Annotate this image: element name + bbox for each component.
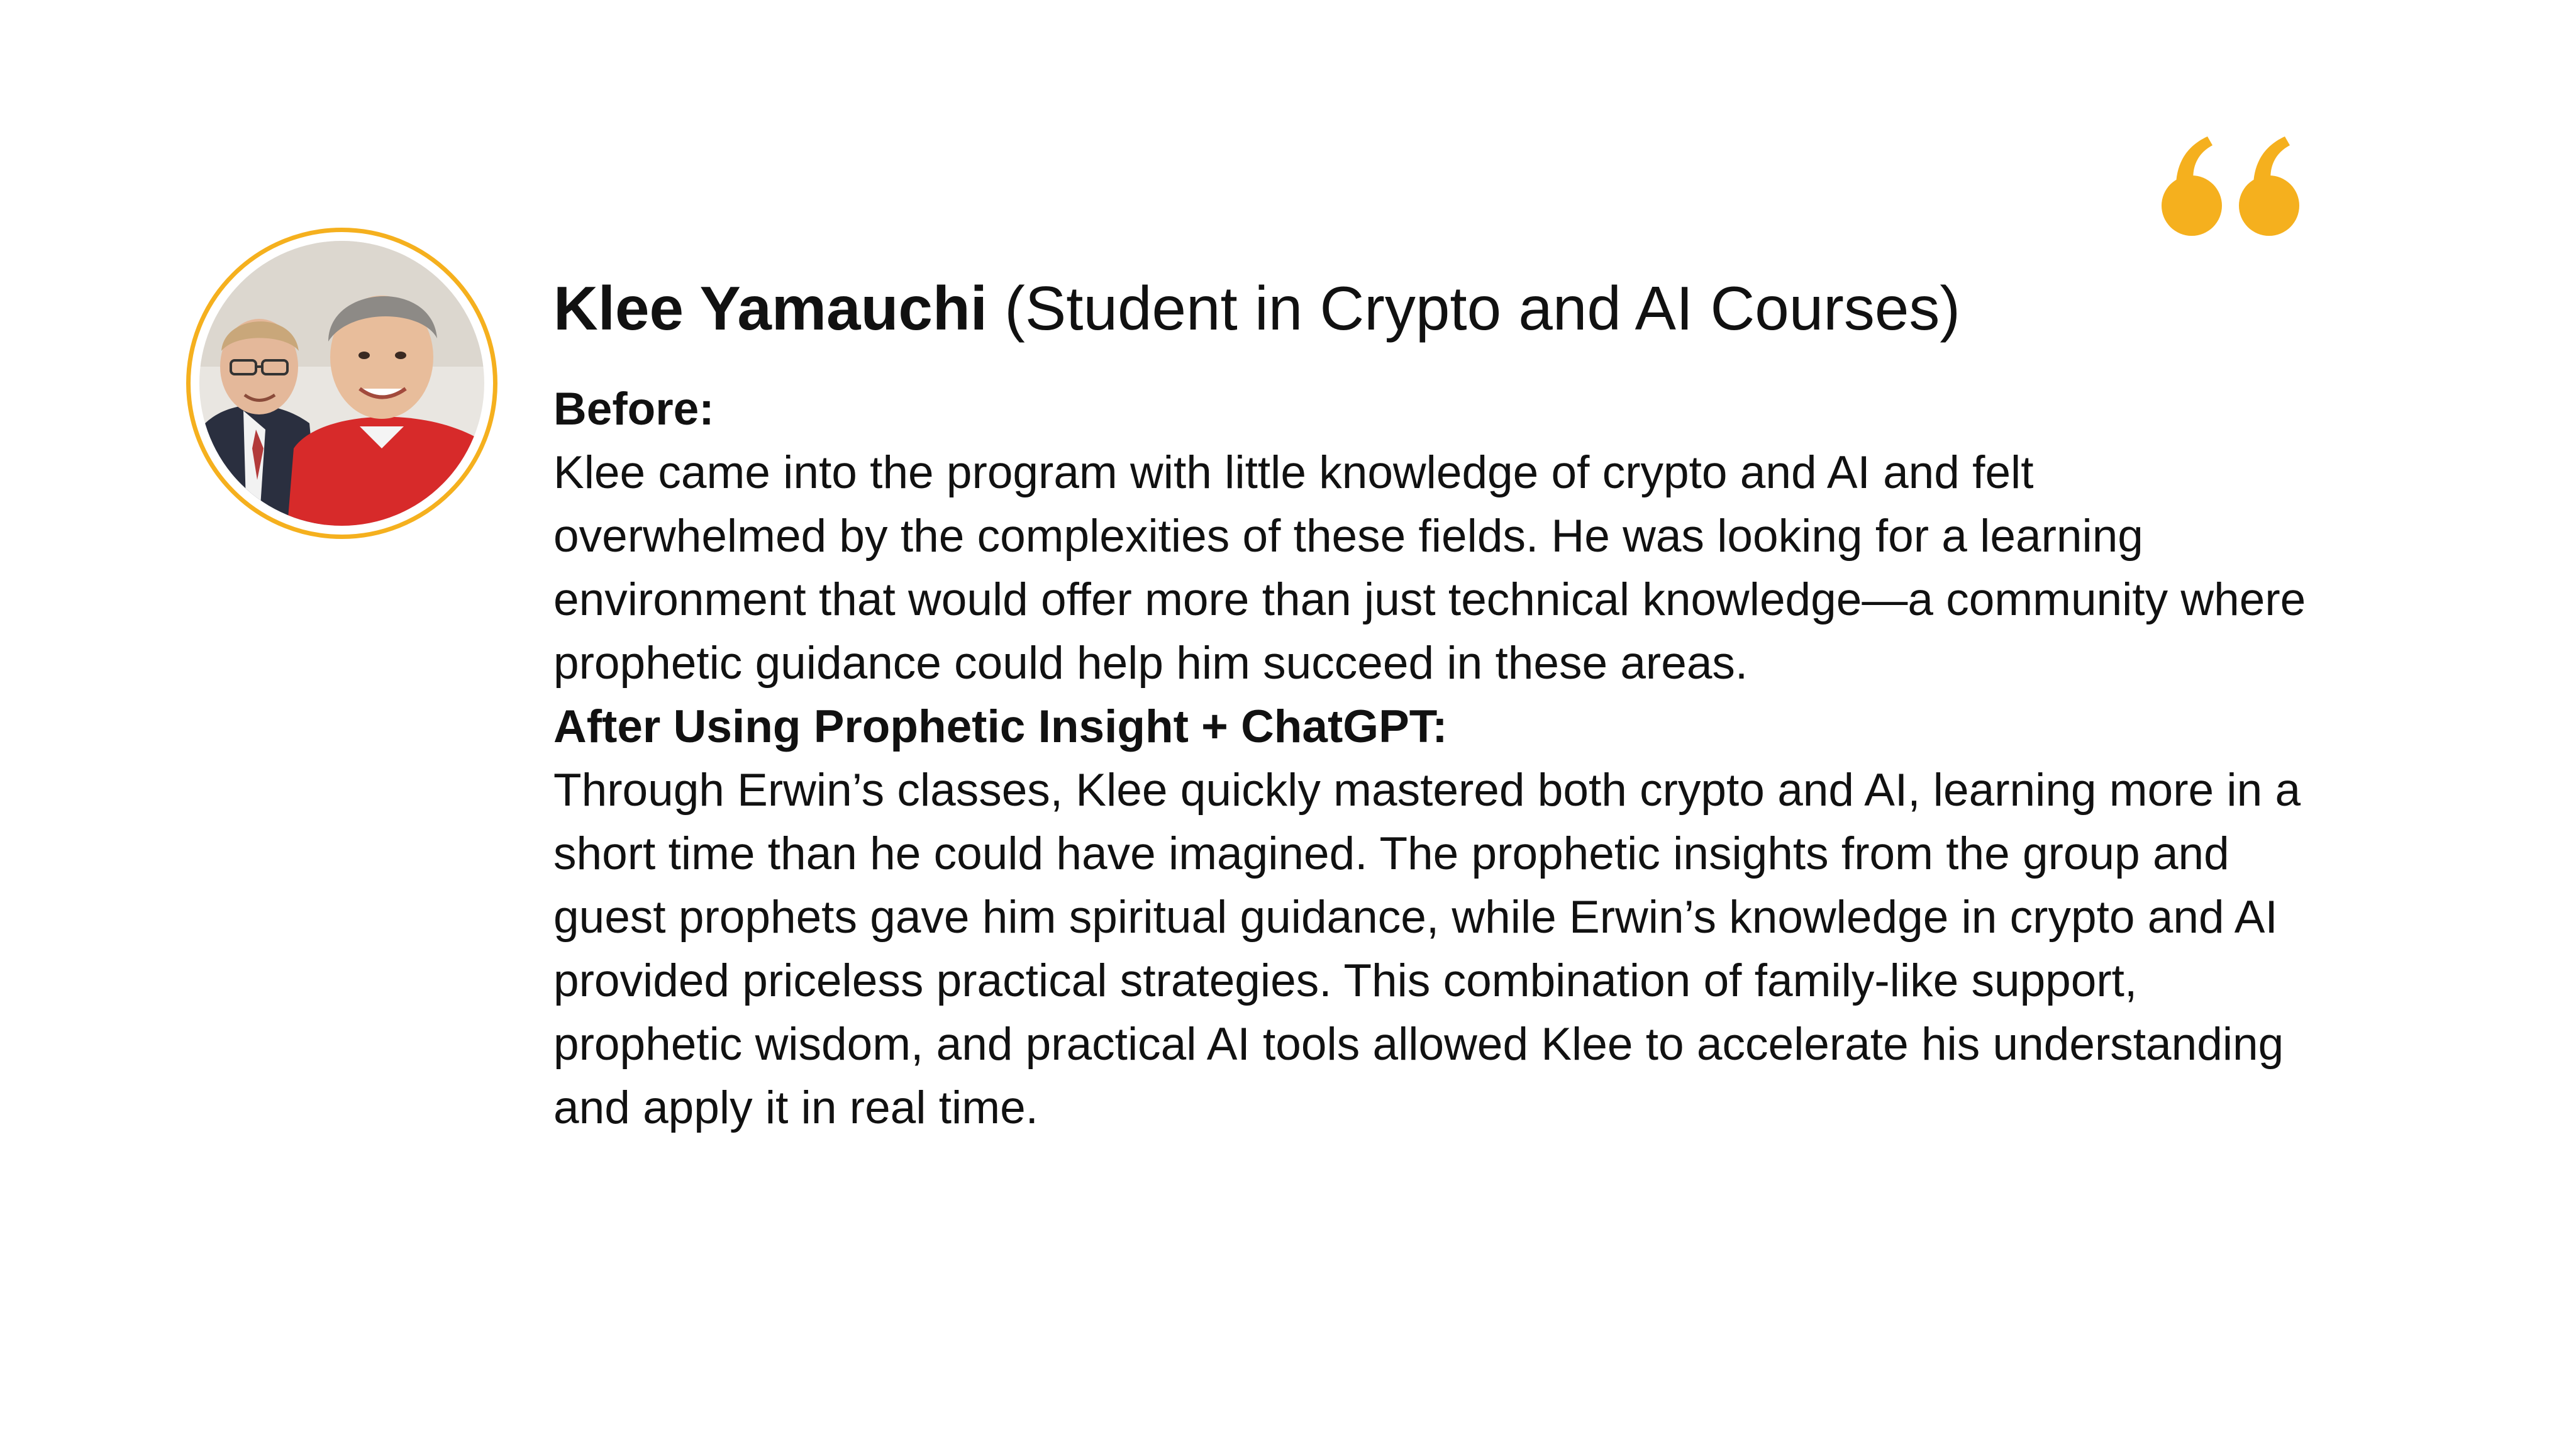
person-role: (Student in Crypto and AI Courses) [1004, 274, 1961, 343]
photo-two-men-avatar [199, 241, 484, 526]
person-name: Klee Yamauchi [553, 274, 988, 343]
after-text: Through Erwin’s classes, Klee quickly mastered both crypto and AI, learning more in a short time than he could have imagined. The prophetic insights from the group and guest prophets gave him spiritual guidance, while Erwin’s knowledge in crypto and AI provided priceless practical strategies. This combination of family-like support, prophetic wisdom, and practical AI tools allowed Klee to accelerate his understanding and apply it in real time. [553, 765, 2301, 1133]
testimonial-title [553, 264, 2314, 352]
before-heading: Before: [553, 384, 714, 435]
open-quote-icon [2157, 135, 2314, 242]
avatar [186, 228, 497, 539]
after-heading: After Using Prophetic Insight + ChatGPT: [553, 701, 1448, 752]
testimonial-content [553, 264, 2314, 1140]
before-text: Klee came into the program with little knowledge of crypto and AI and felt overwhelmed by the complexities of these fields. He was looking for a learning environment that would offer more than just technical knowledge—a community where prophetic guidance could help him succeed in these areas. [553, 447, 2306, 689]
